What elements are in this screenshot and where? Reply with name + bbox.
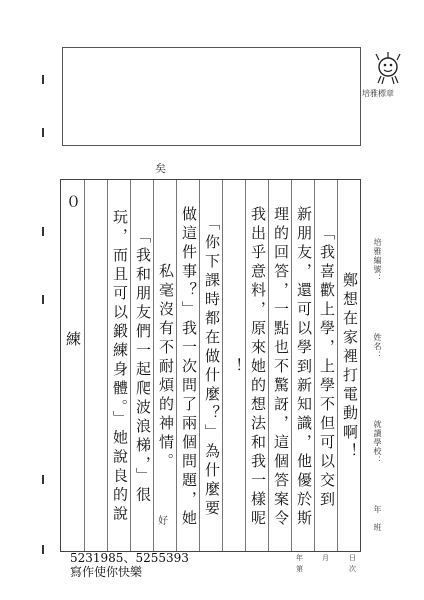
writing-grid <box>60 179 361 552</box>
date-month-label: 月 <box>322 554 329 562</box>
handwriting-column: 新朋友，還可以學到新知識，他優於斯 <box>295 205 313 529</box>
date-day-label: 日 <box>349 554 356 562</box>
binding-mark <box>42 75 44 84</box>
handwriting-column: ０ <box>64 193 82 213</box>
binding-mark <box>42 128 44 137</box>
school-label: 就讀學校： <box>373 420 382 465</box>
handwriting-column: 我出乎意料，原來她的想法和我一樣呢 <box>249 205 267 529</box>
stamp-caption: 培雅標章 <box>362 89 394 98</box>
date-year-label: 年 <box>296 554 303 562</box>
footer-slogan: 寫作使你快樂 <box>70 565 143 579</box>
binding-mark <box>42 227 44 236</box>
handwriting-column: 玩，而且可以鍛練身體。」她說良的說 <box>111 209 129 525</box>
mascot-stamp-icon <box>370 50 406 86</box>
binding-mark <box>42 475 44 484</box>
handwriting-column: 「我和朋友們一起爬波浪梯，」很 <box>134 228 152 506</box>
teacher-annotation: 矣 <box>155 162 166 175</box>
name-label: 姓名： <box>373 333 382 360</box>
grade-label: 年 班 <box>373 505 382 532</box>
handwriting-column: 鄭想在家裡打電動啊！ <box>341 272 359 462</box>
handwriting-column: 理的回答，一點也不驚訝，這個答案令 <box>272 205 290 529</box>
handwriting-column: 私毫沒有不耐煩的神情。 <box>157 262 175 472</box>
handwriting-column: 練 <box>64 330 82 350</box>
binding-mark <box>42 295 44 304</box>
teacher-side-annotation: 好 <box>158 516 168 527</box>
handwriting-column: 做這件事？」我一次問了兩個問題，她 <box>180 205 198 529</box>
footer-phone: 5231985、5255393 <box>70 551 189 565</box>
id-number-label: 培雅編號： <box>373 238 382 283</box>
date-count-label: 次 <box>349 565 356 573</box>
teacher-comment-box <box>62 47 361 146</box>
handwriting-column: ！ <box>226 357 244 377</box>
date-page-label: 第 <box>296 565 303 573</box>
binding-mark <box>42 545 44 554</box>
handwriting-column: 「我喜歡上學，上學不但可以交到 <box>318 224 336 510</box>
footer-text <box>70 551 189 579</box>
handwriting-column: 「你下課時都在做什麼？」為什麼要 <box>203 215 221 519</box>
